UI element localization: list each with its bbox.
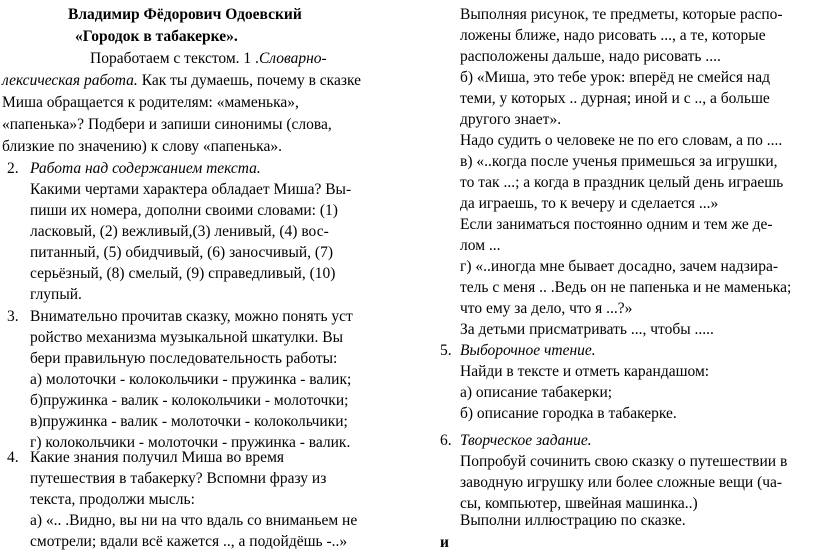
intro-text-line: «папенька»? Подбери и запиши синонимы (слова, bbox=[2, 116, 332, 133]
task3-option: а) молоточки - колокольчики - пружинка - валик; bbox=[30, 371, 352, 388]
right-line: что ему за дело, что я ...?» bbox=[460, 300, 633, 317]
task4-line: смотрели; вдали всё кажется .., а подойдёшь -..» bbox=[30, 533, 348, 550]
task6-heading: Творческое задание. bbox=[460, 432, 592, 449]
final-instruction: Выполни иллюстрацию по сказке. bbox=[460, 512, 686, 529]
task6-line: сы, компьютер, швейная машинка..) bbox=[460, 495, 698, 512]
right-line: За детьми присматривать ..., чтобы ..... bbox=[460, 321, 714, 338]
task3-option: б)пружинка - валик - колокольчики - молоточки; bbox=[30, 392, 349, 409]
task2-line: пиши их номера, дополни своими словами: (1) bbox=[30, 202, 338, 219]
right-line: Если заниматься постоянно одним и тем же де- bbox=[460, 216, 773, 233]
intro-text-line: Миша обращается к родителям: «маменька», bbox=[2, 94, 299, 111]
task2-line: ласковый, (2) вежливый,(3) ленивый, (4) вос- bbox=[30, 223, 329, 240]
task4-line: а) «.. .Видно, вы ни на что вдаль со вниманьем не bbox=[30, 512, 358, 529]
task2-line: питанный, (5) обидчивый, (6) заносчивый, (7) bbox=[30, 244, 334, 261]
right-line: тель с меня .. .Ведь он не папенька и не маменька; bbox=[460, 279, 792, 296]
task3-number: 3. bbox=[7, 308, 19, 325]
task6-number: 6. bbox=[440, 432, 452, 449]
footer-char: и bbox=[440, 534, 449, 551]
task4-number: 4. bbox=[7, 449, 19, 466]
author-name: Владимир Фёдорович Одоевский bbox=[68, 6, 302, 23]
right-line: б) «Миша, это тебе урок: вперёд не смейся над bbox=[460, 69, 770, 86]
task5-line: Найди в тексте и отметь карандашом: bbox=[460, 363, 710, 380]
task4-line: Какие знания получил Миша во время bbox=[30, 449, 285, 466]
right-line: Надо судить о человеке не по его словам, а по .... bbox=[460, 132, 783, 149]
right-line: Выполняя рисунок, те предметы, которые распо- bbox=[460, 6, 783, 23]
task3-line: Внимательно прочитав сказку, можно понять уст bbox=[30, 308, 353, 325]
right-line: в) «..когда после ученья примешься за игрушки, bbox=[460, 153, 778, 170]
intro-line-2-rest: Как ты думаешь, почему в сказке bbox=[137, 72, 361, 89]
task3-line: ройство механизма музыкальной шкатулки. Вы bbox=[30, 329, 343, 346]
right-line: теми, у которых .. дурная; иной и с .., а больше bbox=[460, 90, 770, 107]
story-title: «Городок в табакерке». bbox=[75, 28, 238, 45]
task6-line: Попробуй сочинить свою сказку о путешествии в bbox=[460, 453, 788, 470]
right-line: ложены ближе, надо рисовать ..., а те, которые bbox=[460, 27, 766, 44]
intro-line-2-italic: лексическая работа. bbox=[2, 72, 138, 89]
task5-number: 5. bbox=[440, 342, 452, 359]
intro-text-line: близкие по значению) к слову «папенька». bbox=[2, 138, 282, 155]
task5-heading: Выборочное чтение. bbox=[460, 342, 596, 359]
intro-line-2 bbox=[2, 70, 361, 92]
task4-line: текста, продолжи мысль: bbox=[30, 491, 195, 508]
task5-line: а) описание табакерки; bbox=[460, 384, 613, 401]
task5-line: б) описание городка в табакерке. bbox=[460, 405, 677, 422]
task2-number: 2. bbox=[7, 160, 19, 177]
intro-lead-italic: Словарно- bbox=[258, 50, 327, 67]
right-line: лом ... bbox=[460, 237, 501, 254]
right-line: да играешь, то к вечеру и сделается ...» bbox=[460, 195, 719, 212]
right-line: другого знает». bbox=[460, 111, 562, 128]
task2-line: глупый. bbox=[30, 286, 82, 303]
task6-line: заводную игрушку или более сложные вещи (ча- bbox=[460, 474, 783, 491]
task4-line: путешествия в табакерку? Вспомни фразу из bbox=[30, 470, 327, 487]
right-line: г) «..иногда мне бывает досадно, зачем надзира- bbox=[460, 258, 778, 275]
task2-line: Какими чертами характера обладает Миша? Вы- bbox=[30, 181, 352, 198]
task2-line: серьёзный, (8) смелый, (9) справедливый, (10) bbox=[30, 265, 336, 282]
right-line: расположены дальше, надо рисовать .... bbox=[460, 48, 721, 65]
intro-lead: Поработаем с текстом. 1 . bbox=[90, 50, 259, 67]
task3-line: бери правильную последовательность работы: bbox=[30, 350, 338, 367]
task2-heading: Работа над содержанием текста. bbox=[30, 160, 261, 177]
intro-line-1 bbox=[90, 48, 327, 70]
task3-option: в)пружинка - валик - молоточки - колокольчики; bbox=[30, 413, 348, 430]
task3-option: г) колокольчики - молоточки - пружинка - валик. bbox=[30, 434, 351, 451]
right-line: то так ...; а когда в праздник целый день играешь bbox=[460, 174, 784, 191]
